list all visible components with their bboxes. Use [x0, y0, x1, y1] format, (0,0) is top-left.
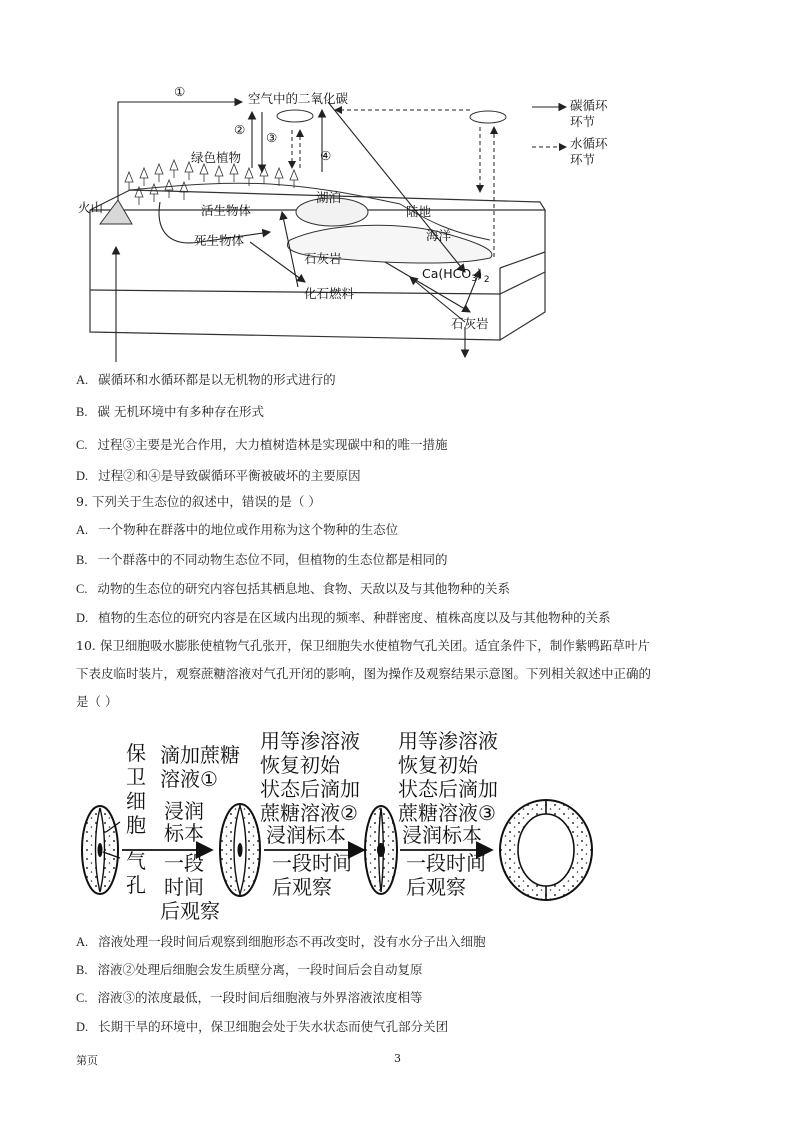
option-letter: D. [76, 469, 89, 483]
step1-line5: 一段 [164, 851, 204, 875]
co2-label: 空气中的二氧化碳 [248, 91, 349, 106]
volcano-shape [100, 200, 132, 224]
q10-option-c[interactable] [76, 988, 422, 1006]
q9-option-c[interactable] [76, 579, 510, 597]
living-organisms-label: 活生物体 [201, 203, 252, 218]
calcium-bicarbonate-label: $Ca(HCO_3)$ $_2$ [422, 266, 490, 285]
guard-cell-after-solution-1 [220, 804, 260, 896]
process-3-label: ③ [266, 130, 278, 145]
process-1-label: ① [174, 84, 186, 99]
q9-option-d[interactable] [76, 608, 611, 626]
q8-option-c[interactable] [76, 435, 447, 453]
legend-water-label: 水循环 [570, 136, 608, 151]
cloud-icon [277, 110, 313, 122]
step3-line6: 一段时间 [406, 851, 486, 875]
guard-cell-initial [82, 806, 118, 894]
q8-option-b[interactable] [76, 402, 264, 420]
guard-cell-label-4: 胞 [126, 813, 146, 837]
option-text: 一个群落中的不同动物生态位不同，但植物的生态位都是相同的 [97, 552, 448, 567]
option-letter: A. [76, 373, 89, 387]
option-text: 溶液②处理后细胞会发生质壁分离，一段时间后会自动复原 [97, 962, 423, 977]
ocean-label: 海洋 [426, 228, 452, 243]
process-4-label: ④ [320, 148, 332, 163]
step3-line1: 用等渗溶液 [398, 729, 498, 753]
option-letter: C. [76, 582, 88, 596]
guard-cell-label-2: 卫 [126, 765, 146, 789]
option-letter: C. [76, 438, 88, 452]
guard-cell-after-solution-2 [365, 806, 397, 894]
option-text: 溶液处理一段时间后观察到细胞形态不再改变时，没有水分子出入细胞 [98, 934, 486, 949]
step3-line3: 状态后滴加 [398, 777, 498, 801]
legend-carbon-label: 碳循环 [570, 98, 608, 113]
fossil-fuel-label: 化石燃料 [304, 286, 355, 301]
footer-page-number: 3 [394, 1052, 401, 1065]
q10-option-d[interactable] [76, 1017, 448, 1035]
guard-cell-label-3: 细 [126, 789, 146, 813]
option-text: 碳 无机环境中有多种存在形式 [97, 404, 264, 419]
land-label: 陆地 [406, 204, 432, 219]
step3-line4: 蔗糖溶液③ [398, 801, 496, 825]
footer-page-label: 第页 [76, 1054, 98, 1067]
volcano-label: 火山 [78, 200, 104, 215]
option-letter: B. [76, 405, 88, 419]
step3-line2: 恢复初始 [398, 753, 478, 777]
step2-line4: 蔗糖溶液② [260, 801, 358, 825]
process-2-label: ② [234, 122, 246, 137]
step2-line3: 状态后滴加 [260, 777, 360, 801]
option-text: 溶液③的浓度最低，一段时间后细胞液与外界溶液浓度相等 [97, 990, 423, 1005]
step1-line1: 滴加蔗糖 [160, 743, 240, 767]
option-letter: B. [76, 553, 88, 567]
step2-line6: 一段时间 [272, 851, 352, 875]
step2-line1: 用等渗溶液 [260, 729, 360, 753]
q8-option-a[interactable] [76, 370, 336, 388]
step1-line2: 溶液① [160, 767, 218, 791]
q10-stem-line3: 是（ ） [76, 694, 118, 709]
option-text: 过程②和④是导致碳循环平衡被破坏的主要原因 [98, 468, 361, 483]
step2-line2: 恢复初始 [260, 753, 340, 777]
q9-stem: 9. 下列关于生态位的叙述中，错误的是（ ） [76, 494, 321, 509]
legend-water-label-2: 环节 [570, 152, 596, 167]
option-letter: C. [76, 991, 88, 1005]
guard-cell-label-1: 保 [126, 741, 146, 765]
option-letter: D. [76, 1020, 89, 1034]
q10-option-a[interactable] [76, 932, 486, 950]
q10-stem-line1: 10. 保卫细胞吸水膨胀使植物气孔张开，保卫细胞失水使植物气孔关团。适宜条件下，制作紫鸭跖草叶片 [76, 638, 650, 653]
step1-line7: 后观察 [160, 899, 220, 923]
legend-carbon-label-2: 环节 [570, 114, 596, 129]
trees [125, 160, 298, 205]
carbon-cycle-diagram [70, 72, 670, 362]
step1-line6: 时间 [164, 875, 204, 899]
limestone-deep-label: 石灰岩 [451, 316, 489, 331]
option-text: 一个物种在群落中的地位或作用称为这个物种的生态位 [98, 522, 399, 537]
q10-stem-line2: 下表皮临时装片，观察蔗糖溶液对气孔开闭的影响，图为操作及观察结果示意图。下列相关叙述中正确的 [76, 666, 652, 681]
green-plants-label: 绿色植物 [191, 150, 242, 165]
option-letter: B. [76, 963, 88, 977]
dead-organisms-label: 死生物体 [194, 233, 245, 248]
option-text: 动物的生态位的研究内容包括其栖息地、食物、天敌以及与其他物种的关系 [97, 581, 510, 596]
q8-option-d[interactable] [76, 466, 361, 484]
stoma-label-1: 气 [126, 849, 146, 873]
option-letter: A. [76, 935, 89, 949]
q9-option-a[interactable] [76, 520, 398, 538]
guard-cell-after-solution-3 [500, 800, 592, 900]
step1-line4: 标本 [164, 821, 204, 845]
q10-option-b[interactable] [76, 960, 422, 978]
cloud-icon [470, 111, 506, 123]
step1-line3: 浸润 [164, 799, 204, 823]
option-text: 碳循环和水循环都是以无机物的形式进行的 [98, 372, 336, 387]
guard-cell-diagram [76, 722, 716, 924]
q9-option-b[interactable] [76, 550, 447, 568]
step3-line5: 浸润标本 [402, 823, 482, 847]
stoma-label-2: 孔 [126, 873, 146, 897]
option-letter: A. [76, 523, 89, 537]
option-text: 过程③主要是光合作用，大力植树造林是实现碳中和的唯一措施 [97, 437, 448, 452]
step2-line7: 后观察 [272, 875, 332, 899]
lake-label: 湖泊 [316, 190, 342, 205]
limestone-label: 石灰岩 [304, 251, 342, 266]
option-text: 长期干旱的环境中，保卫细胞会处于失水状态而使气孔部分关团 [98, 1019, 449, 1034]
option-text: 植物的生态位的研究内容是在区域内出现的频率、种群密度、植株高度以及与其他物种的关系 [98, 610, 611, 625]
step2-line5: 浸润标本 [266, 823, 346, 847]
step3-line7: 后观察 [406, 875, 466, 899]
option-letter: D. [76, 611, 89, 625]
